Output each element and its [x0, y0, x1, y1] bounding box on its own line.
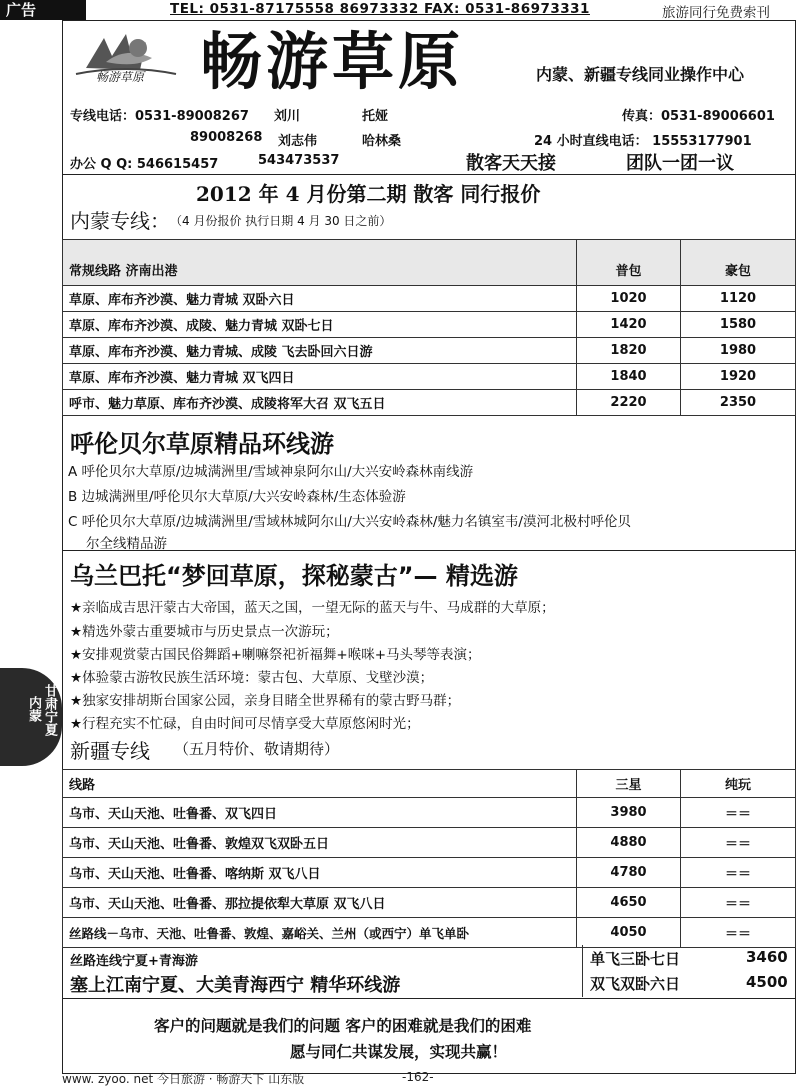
trip-price: 3460 [746, 948, 788, 966]
route-cell: 草原、库布齐沙漠、魅力青城 双飞四日 [63, 364, 577, 390]
route-cell: 草原、库布齐沙漠、魅力青城、成陵 飞去卧回六日游 [63, 338, 577, 364]
table-row [63, 286, 796, 312]
price-cell: 1580 [681, 312, 796, 338]
contact-name: 哈林桑 [362, 134, 402, 149]
column-header: 线路 [63, 770, 577, 798]
table-row [63, 338, 796, 364]
price-cell: 4650 [577, 888, 681, 918]
section-title-mongolia: 乌兰巴托“梦回草原，探秘蒙古”— 精选游 [70, 562, 518, 590]
table-row [63, 364, 796, 390]
logo-text: 畅游草原 [96, 70, 145, 84]
price-cell: ＝＝ [681, 828, 796, 858]
route-cell: 乌市、天山天池、吐鲁番、敦煌双飞双卧五日 [63, 828, 577, 858]
divider [62, 550, 796, 551]
price-cell: 1980 [681, 338, 796, 364]
price-cell: 1820 [577, 338, 681, 364]
highlight-item: ★亲临成吉思汗蒙古大帝国，蓝天之国，一望无际的蓝天与牛、马成群的大草原； [70, 600, 555, 616]
motto-line: 客户的问题就是我们的问题 客户的困难就是我们的困难 [154, 1016, 532, 1035]
footer-site: www. zyoo. net 今日旅游 · 畅游天下 山东版 [62, 1072, 305, 1086]
route-cell: 呼市、魅力草原、库布齐沙漠、成陵将军大召 双飞五日 [63, 390, 577, 416]
hotline-2: 89008268 [190, 130, 263, 145]
logo [66, 28, 184, 88]
table-header-row [63, 770, 796, 798]
highlight-item: ★独家安排胡斯台国家公园，亲身目睹全世界稀有的蒙古野马群； [70, 693, 461, 709]
route-line: C 呼伦贝尔大草原/边城满洲里/雪域林城阿尔山/大兴安岭森林/魅力名镇室韦/漠河北极村呼伦贝 [68, 514, 631, 530]
contact-name: 刘川 [274, 109, 301, 124]
price-cell: 2350 [681, 390, 796, 416]
highlight-item: ★安排观赏蒙古国民俗舞蹈+喇嘛祭祀祈福舞+喉咪+马头琴等表演； [70, 647, 481, 663]
column-header: 三星 [577, 770, 681, 798]
price-cell: 1840 [577, 364, 681, 390]
motto-line: 愿与同仁共谋发展，实现共赢！ [290, 1042, 508, 1061]
column-header: 纯玩 [681, 770, 796, 798]
route-cell: 乌市、天山天池、吐鲁番、那拉提依犁大草原 双飞八日 [63, 888, 577, 918]
table-row [63, 828, 796, 858]
top-contact: TEL: 0531-87175558 86973332 FAX: 0531-86973331 [170, 1, 590, 17]
region-side-tab [0, 668, 62, 766]
table-row [63, 918, 796, 948]
slogan: 散客天天接 [466, 153, 556, 174]
table-row [63, 888, 796, 918]
price-cell: 1920 [681, 364, 796, 390]
side-tab-label: 甘肃宁夏 [42, 684, 57, 736]
highlight-item: ★体验蒙古游牧民族生活环境：蒙古包、大草原、戈壁沙漠； [70, 670, 434, 686]
ad-tag: 广告 [0, 0, 86, 20]
table-row [63, 798, 796, 828]
section-note: （4 月份报价 执行日期 4 月 30 日之前） [170, 214, 392, 228]
table-row [63, 858, 796, 888]
price-cell: ＝＝ [681, 858, 796, 888]
price-cell: 3980 [577, 798, 681, 828]
route-cell: 草原、库布齐沙漠、魅力青城 双卧六日 [63, 286, 577, 312]
section-note: （五月特价、敬请期待） [174, 740, 340, 758]
trip-price: 4500 [746, 973, 788, 991]
price-cell: 4050 [577, 918, 681, 948]
route-cell: 乌市、天山天池、吐鲁番、喀纳斯 双飞八日 [63, 858, 577, 888]
price-cell: 1420 [577, 312, 681, 338]
table-header-row [63, 240, 796, 286]
route-cell: 乌市、天山天池、吐鲁番、双飞四日 [63, 798, 577, 828]
column-header: 常规线路 济南出港 [63, 240, 577, 286]
trip-option: 单飞三卧七日 [590, 950, 681, 968]
route-cell: 丝路线－乌市、天池、吐鲁番、敦煌、嘉峪关、兰州（或西宁）单飞单卧 [63, 918, 577, 948]
price-cell: 2220 [577, 390, 681, 416]
hotline: 专线电话：0531-89008267 [70, 109, 249, 124]
price-cell: ＝＝ [681, 888, 796, 918]
page-number: -162- [402, 1070, 434, 1084]
ningxia-title: 塞上江南宁夏、大美青海西宁 精华环线游 [70, 975, 401, 996]
brand-title: 畅游草原 [200, 25, 465, 98]
price-cell: 1120 [681, 286, 796, 312]
divider [62, 174, 796, 175]
table-row [63, 312, 796, 338]
price-cell: ＝＝ [681, 918, 796, 948]
side-tab-label: 内蒙 [26, 696, 41, 722]
route-line: 尔全线精品游 [86, 536, 167, 552]
fax: 传真：0531-89006601 [622, 109, 775, 124]
route-line: B 边城满洲里/呼伦贝尔大草原/大兴安岭森林/生态体验游 [68, 489, 406, 505]
office-qq-2: 543473537 [258, 153, 340, 168]
hotline-24h: 24 小时直线电话： 15553177901 [534, 134, 752, 149]
price-cell: 4880 [577, 828, 681, 858]
price-cell: 1020 [577, 286, 681, 312]
highlight-item: ★精选外蒙古重要城市与历史景点一次游玩； [70, 624, 339, 640]
neimeng-price-table [62, 239, 796, 416]
contact-name: 刘志伟 [278, 134, 318, 149]
section-title-neimeng: 内蒙专线： [70, 209, 170, 233]
divider [62, 998, 796, 999]
contact-name: 托娅 [362, 109, 389, 124]
ningxia-route: 丝路连线宁夏+青海游 [70, 954, 198, 969]
table-row [63, 390, 796, 416]
highlight-item: ★行程充实不忙碌，自由时间可尽情享受大草原悠闲时光； [70, 716, 420, 732]
price-cell: ＝＝ [681, 798, 796, 828]
slogan: 团队一团一议 [626, 153, 734, 174]
xinjiang-price-table [62, 769, 796, 948]
route-line: A 呼伦贝尔大草原/边城满洲里/雪域神泉阿尔山/大兴安岭森林南线游 [68, 464, 474, 480]
section-title-xinjiang: 新疆专线 [70, 739, 150, 763]
top-right-label: 旅游同行免费索刊 [662, 5, 770, 21]
route-cell: 草原、库布齐沙漠、成陵、魅力青城 双卧七日 [63, 312, 577, 338]
trip-option: 双飞双卧六日 [590, 975, 681, 993]
office-qq: 办公 Q Q: 546615457 [70, 157, 219, 172]
price-cell: 4780 [577, 858, 681, 888]
column-header: 豪包 [681, 240, 796, 286]
section-title-hulunbeier: 呼伦贝尔草原精品环线游 [70, 430, 334, 458]
tagline: 内蒙、新疆专线同业操作中心 [536, 65, 745, 84]
column-header: 普包 [577, 240, 681, 286]
issue-headline: 2012 年 4 月份第二期 散客 同行报价 [196, 182, 541, 206]
